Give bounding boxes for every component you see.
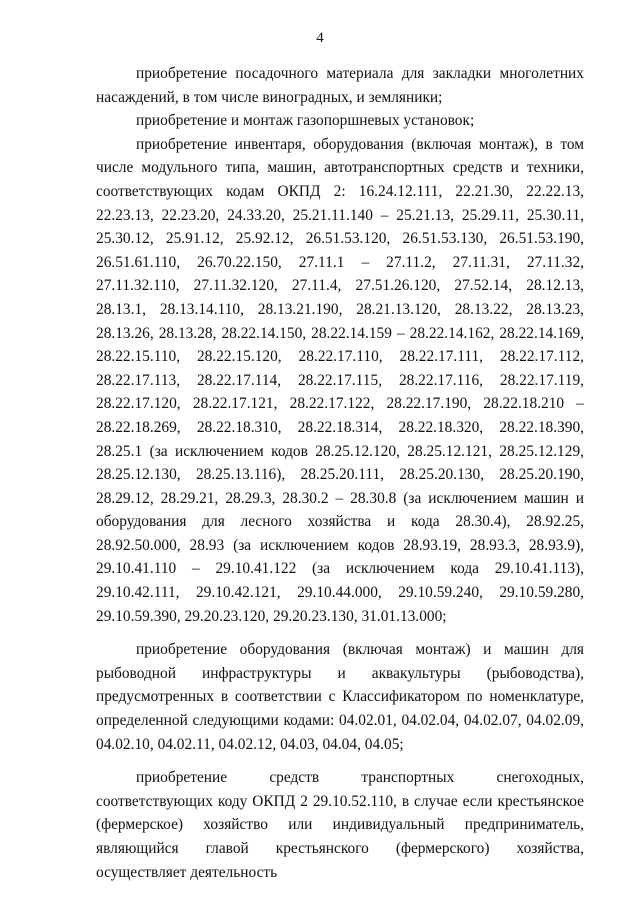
document-body [96,62,584,884]
paragraph-snowmobile-vehicles: приобретение средств транспортных снегоходных, соответствующих коду ОКПД 2 29.10.52.110, в случае если крестьянское (фермерское) хозяйство или индивидуальный предприниматель, являющийся главой крестьянского (фермерского) хозяйства, осуществляет деятельность [96,769,584,881]
paragraph-planting-material: приобретение посадочного материала для закладки многолетних насаждений, в том числе виноградных, и земляники; [96,65,584,106]
page-number: 4 [316,30,324,46]
paragraph-equipment-okpd-codes: приобретение инвентаря, оборудования (включая монтаж), в том числе модульного типа, машин, автотранспортных средств и техники, соответствующих кодам ОКПД 2: 16.24.12.111, 22.21.30, 22.22.13, 22.23.13, 22.23.20, 24.33.20, 25.21.11.140 – 25.21.13, 25.29.11, 25.30.11, 25.30.12, 25.91.12, 25.92.12, 26.51.53.120, 26.51.53.130, 26.51.53.190, 26.51.61.110, 26.70.22.150, 27.11.1 – 27.11.2, 27.11.31, 27.11.32, 27.11.32.110, 27.11.32.120, 27.11.4, 27.51.26.120, 27.52.14, 28.12.13, 28.13.1, 28.13.14.110, 28.13.21.190, 28.21.13.120, 28.13.22, 28.13.23, 28.13.26, 28.13.28, 28.22.14.150, 28.22.14.159 – 28.22.14.162, 28.22.14.169, 28.22.15.110, 28.22.15.120, 28.22.17.110, 28.22.17.111, 28.22.17.112, 28.22.17.113, 28.22.17.114, 28.22.17.115, 28.22.17.116, 28.22.17.119, 28.22.17.120, 28.22.17.121, 28.22.17.122, 28.22.17.190, 28.22.18.210 – 28.22.18.269, 28.22.18.310, 28.22.18.314, 28.22.18.320, 28.22.18.390, 28.25.1 (за исключением кодов 28.25.12.120, 28.25.12.121, 28.25.12.129, 28.25.12.130, 28.25.13.116), 28.25.20.111, 28.25.20.130, 28.25.20.190, 28.29.12, 28.29.21, 28.29.3, 28.30.2 – 28.30.8 (за исключением машин и оборудования для лесного хозяйства и кода 28.30.4), 28.92.25, 28.92.50.000, 28.93 (за исключением кодов 28.93.19, 28.93.3, 28.93.9), 29.10.41.110 – 29.10.41.122 (за исключением кода 29.10.41.113), 29.10.42.111, 29.10.42.121, 29.10.44.000, 29.10.59.240, 29.10.59.280, 29.10.59.390, 29.20.23.120, 29.20.23.130, 31.01.13.000; [96,135,584,625]
paragraph-gas-piston-units: приобретение и монтаж газопоршневых установок; [136,112,475,130]
paragraph-fish-farming-equipment: приобретение оборудования (включая монтаж) и машин для рыбоводной инфраструктуры и аквакультуры (рыбоводства), предусмотренных в соответствии с Классификатором по номенклатуре, определенной следующими кодами: 04.02.01, 04.02.04, 04.02.07, 04.02.09, 04.02.10, 04.02.11, 04.02.12, 04.03, 04.04, 04.05; [96,641,584,753]
